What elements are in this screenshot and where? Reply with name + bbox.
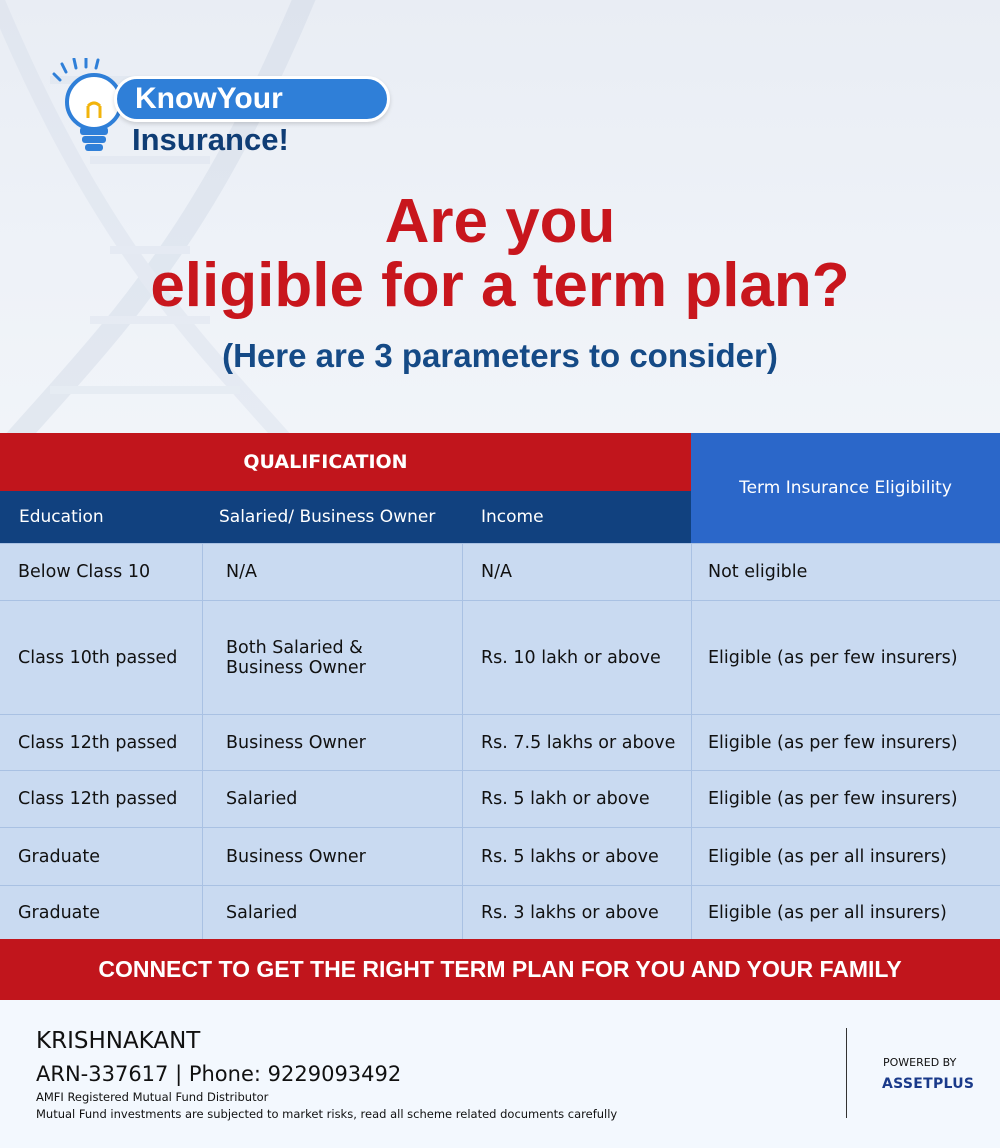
page-title bbox=[0, 187, 1000, 320]
title-line-2: eligible for a term plan? bbox=[150, 251, 850, 320]
logo-title: KnowYour bbox=[114, 76, 390, 122]
logo-subtitle: Insurance! bbox=[132, 122, 289, 157]
footer-divider bbox=[846, 1028, 847, 1118]
cell-education: Class 12th passed bbox=[18, 732, 178, 753]
cell-occupation: Business Owner bbox=[226, 846, 366, 867]
column-header-education: Education bbox=[19, 507, 104, 527]
cell-education: Graduate bbox=[18, 846, 101, 867]
cell-education: Class 10th passed bbox=[18, 647, 178, 668]
table-row bbox=[0, 714, 1000, 770]
column-divider bbox=[202, 543, 203, 939]
column-divider bbox=[691, 543, 692, 939]
cell-education: Class 12th passed bbox=[18, 789, 178, 809]
title-line-1: Are you bbox=[384, 187, 616, 256]
cell-income: Rs. 3 lakhs or above bbox=[481, 902, 659, 923]
cell-education: Below Class 10 bbox=[18, 562, 151, 582]
cell-eligibility: Eligible (as per all insurers) bbox=[708, 902, 947, 923]
eligibility-header: Term Insurance Eligibility bbox=[691, 433, 1000, 543]
table-row bbox=[0, 543, 1000, 600]
arn-phone: ARN-337617 | Phone: 9229093492 bbox=[36, 1062, 402, 1086]
cell-education: Graduate bbox=[18, 902, 101, 923]
powered-by-label: POWERED BY bbox=[883, 1056, 957, 1069]
page-subtitle: (Here are 3 parameters to consider) bbox=[222, 337, 778, 374]
cell-income: N/A bbox=[481, 562, 512, 582]
column-header-occupation: Salaried/ Business Owner bbox=[219, 507, 436, 527]
column-headers bbox=[0, 491, 691, 543]
footer bbox=[0, 1000, 1000, 1148]
distributor-name: KRISHNAKANT bbox=[36, 1028, 201, 1054]
cell-eligibility: Not eligible bbox=[708, 562, 808, 582]
qualification-header: QUALIFICATION bbox=[0, 433, 691, 491]
table-row bbox=[0, 885, 1000, 939]
cell-income: Rs. 5 lakhs or above bbox=[481, 846, 659, 867]
cell-eligibility: Eligible (as per few insurers) bbox=[708, 647, 958, 668]
hero-section bbox=[0, 0, 1000, 433]
cell-occupation: Salaried bbox=[226, 789, 298, 809]
cell-income: Rs. 5 lakh or above bbox=[481, 789, 650, 809]
cta-banner: CONNECT TO GET THE RIGHT TERM PLAN FOR YOU AND YOUR FAMILY bbox=[0, 939, 1000, 1000]
cell-occupation: Both Salaried & Business Owner bbox=[226, 637, 366, 678]
assetplus-logo: ASSETPLUS bbox=[882, 1076, 975, 1092]
cell-income: Rs. 7.5 lakhs or above bbox=[481, 732, 676, 753]
cell-occupation: Salaried bbox=[226, 902, 298, 923]
amfi-note: AMFI Registered Mutual Fund Distributor bbox=[36, 1090, 269, 1104]
column-header-income: Income bbox=[481, 507, 544, 527]
table-row bbox=[0, 770, 1000, 827]
cell-eligibility: Eligible (as per few insurers) bbox=[708, 789, 958, 809]
table-row bbox=[0, 600, 1000, 714]
know-your-insurance-logo bbox=[52, 58, 352, 158]
cell-occupation: Business Owner bbox=[226, 732, 366, 753]
cell-eligibility: Eligible (as per few insurers) bbox=[708, 732, 958, 753]
disclaimer: Mutual Fund investments are subjected to market risks, read all scheme related documents carefully bbox=[36, 1107, 618, 1121]
eligibility-table bbox=[0, 433, 1000, 939]
table-row bbox=[0, 827, 1000, 885]
cell-income: Rs. 10 lakh or above bbox=[481, 647, 661, 668]
cell-occupation: N/A bbox=[226, 562, 257, 582]
column-divider bbox=[462, 543, 463, 939]
cell-eligibility: Eligible (as per all insurers) bbox=[708, 846, 947, 867]
